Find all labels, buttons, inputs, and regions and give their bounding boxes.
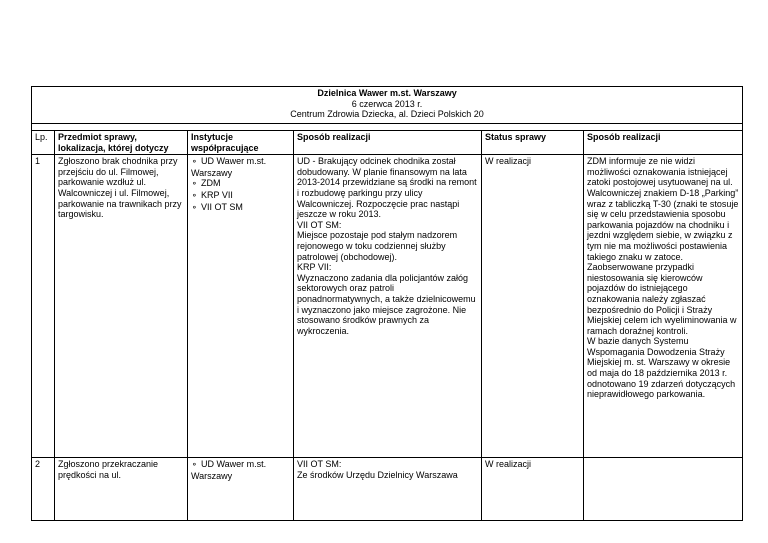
column-header-row [32,131,743,155]
circle-bullet-icon: ⚬ [191,460,198,470]
circle-bullet-icon: ⚬ [191,179,198,189]
institution-list [191,459,290,481]
district-title: Dzielnica Wawer m.st. Warszawy [317,88,457,98]
institution-item: ⚬ KRP VII [191,189,233,200]
row-status: W realizacji [482,155,584,458]
meeting-date: 6 czerwca 2013 r. [351,98,423,109]
col-header-method-2: Sposób realizacji [584,131,743,155]
institution-item: ⚬ ZDM [191,178,221,189]
circle-bullet-icon: ⚬ [191,190,198,200]
row-institutions [188,458,294,521]
table-row [32,155,743,458]
row-subject: Zgłoszono brak chodnika przy przejściu do ul. Filmowej, parkowanie wzdłuż ul. Walcowniczej i ul. Filmowej, parkowanie na trawnikach przy targowisku. [55,155,188,458]
institution-item: ⚬ UD Wawer m.st. Warszawy [191,459,267,481]
meeting-info-cell [32,87,743,124]
meeting-table [31,86,743,521]
circle-bullet-icon: ⚬ [191,157,198,167]
col-header-institutions: Instytucje współpracujące [188,131,294,155]
meeting-location: Centrum Zdrowia Dziecka, al. Dzieci Polskich 20 [290,109,484,120]
spacer-row [32,124,743,131]
circle-bullet-icon: ⚬ [191,202,198,212]
row-number: 2 [32,458,55,521]
institution-item: ⚬ UD Wawer m.st. Warszawy [191,156,267,178]
col-header-subject: Przedmiot sprawy, lokalizacja, której dotyczy [55,131,188,155]
row-number: 1 [32,155,55,458]
row-method-2 [584,458,743,521]
row-method-2: ZDM informuje ze nie widzi możliwości oznakowania istniejącej zatoki postojowej usytuowanej na ul. Walcowniczej znakiem D-18 „Parking” wraz z tabliczką T-30 (znaki te stosuje się w celu przedstawienia sposobu parkowania pojazdów na chodniku i jezdni względem siebie, w związku z tym nie ma możliwości postawienia takiego znaku w zatoce. Zaobserwowane przypadki niestosowania się kierowców pojazdów do istniejącego oznakowania należy zgłaszać bezpośrednio do Policji i Straży Miejskiej celem ich wyeliminowania w ramach doraźnej kontroli. W bazie danych Systemu Wspomagania Dowodzenia Straży Miejskiej m. st. Warszawy w okresie od maja do 18 października 2013 r. odnotowano 19 zdarzeń dotyczących nieprawidłowego parkowania. [584,155,743,458]
row-method: VII OT SM: Ze środków Urzędu Dzielnicy Warszawa [294,458,482,521]
row-institutions [188,155,294,458]
table-row [32,458,743,521]
row-subject: Zgłoszono przekraczanie prędkości na ul. [55,458,188,521]
row-status: W realizacji [482,458,584,521]
table-header-info [32,87,743,124]
institution-list [191,156,290,213]
col-header-method: Sposób realizacji [294,131,482,155]
row-method: UD - Brakujący odcinek chodnika został dobudowany. W planie finansowym na lata 2013-2014 przewidziane są środki na remont i rozbudowę parkingu przy ulicy Walcowniczej. Rozpoczęcie prac nastąpi jeszcze w roku 2013. VII OT SM: Miejsce pozostaje pod stałym nadzorem rejonowego w toku codziennej służby patrolowej (obchodowej). KRP VII: Wyznaczono zadania dla policjantów załóg sektorowych oraz patroli ponadnormatywnych, a także dzielnicowemu i wyznaczono jako miejsce zagrożone. Nie stosowano środków prawnych za wykroczenia. [294,155,482,458]
col-header-status: Status sprawy [482,131,584,155]
col-header-lp: Lp. [32,131,55,155]
institution-item: ⚬ VII OT SM [191,201,243,212]
